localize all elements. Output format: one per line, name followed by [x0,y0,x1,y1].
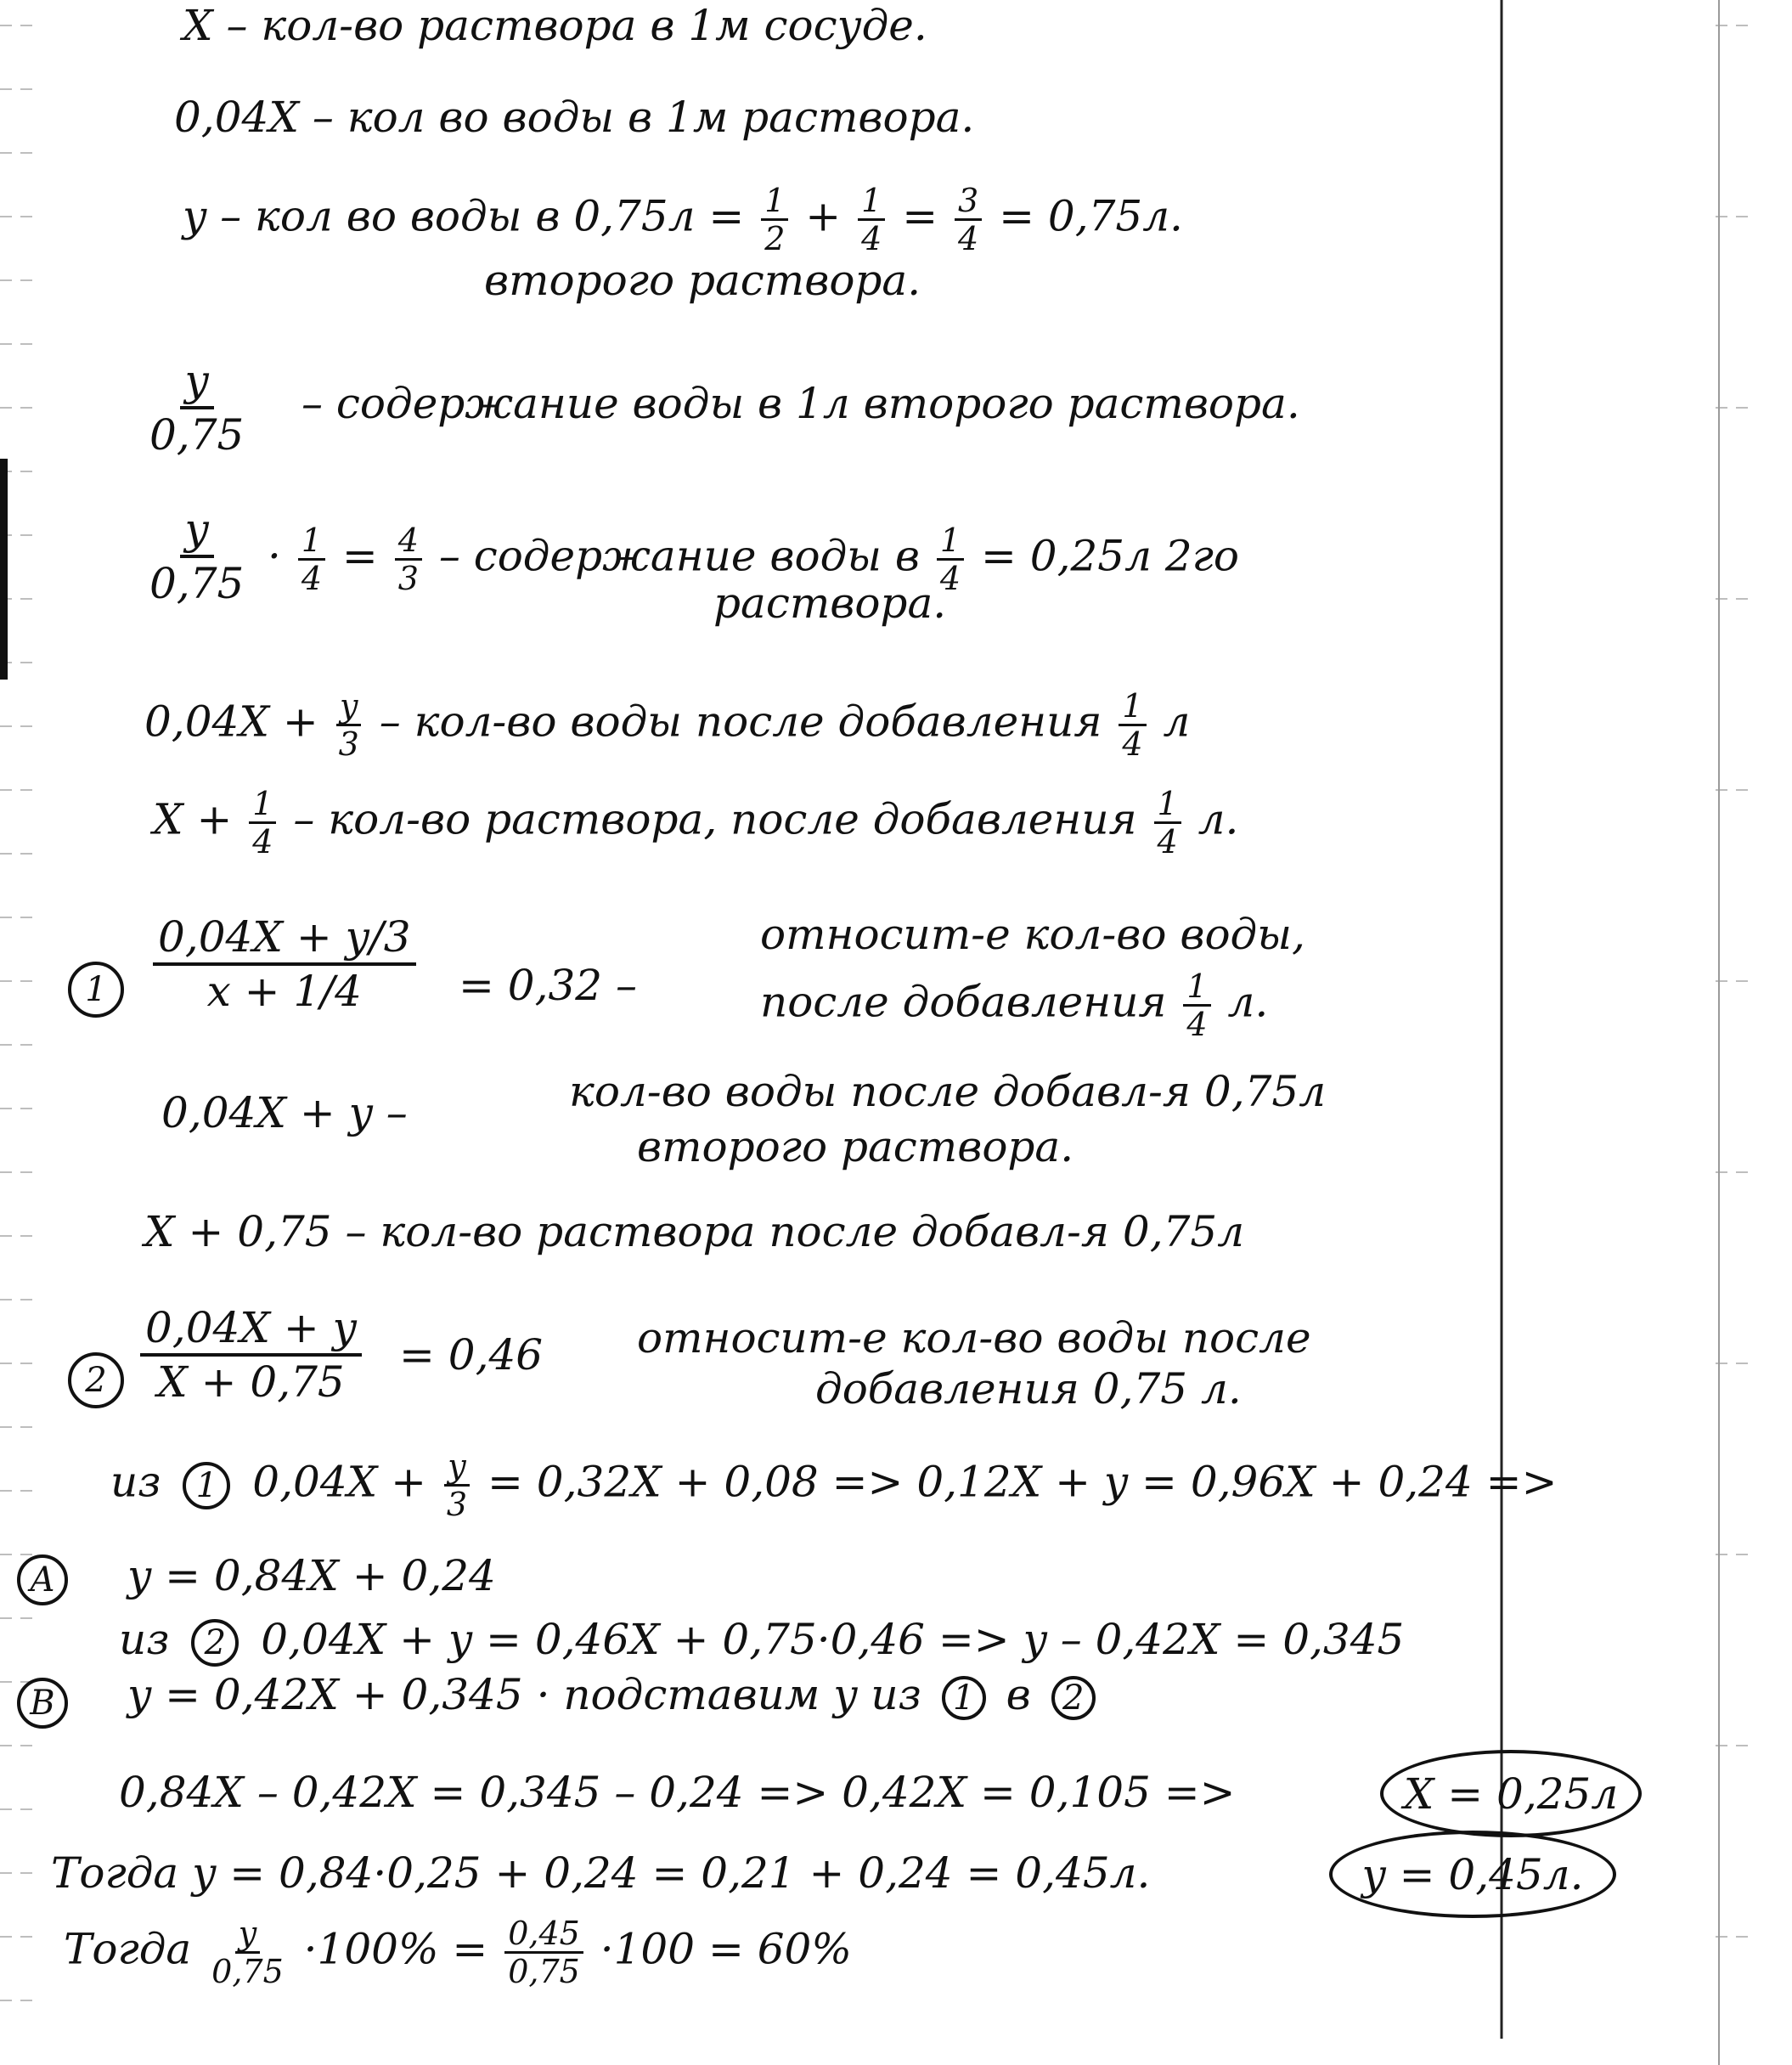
line-eq2-desc-b: добавления 0,75 л. [815,1364,1242,1413]
line-solution-after-075: X + 0,75 – кол-во раствора после добавл-я 0,75л [144,1207,1245,1256]
result-marker-a: А [17,1554,68,1605]
fraction-three-quarters: $\frac{3}{4}$ [955,183,982,257]
answer-y-oval: y = 0,45л. [1329,1831,1616,1918]
line-eq2-desc-a: относит-е кол-во воды после [637,1313,1311,1363]
line-water-after-075-desc-b: второго раствора. [637,1122,1074,1171]
fraction-quarter-e: $\frac{1}{4}$ [249,786,276,860]
line-water-content-1l: – содержание воды в 1л второго раствора. [301,379,1300,428]
ref-marker-1-b: 1 [942,1676,986,1720]
line-solution-word: раствора. [713,578,947,628]
line-from-eq2: из 2 0,04X + y = 0,46X + 0,75·0,46 => y – 0,42X = 0,345 [119,1614,1404,1667]
line-eq1-desc-a: относит-е кол-во воды, [760,910,1305,959]
answer-x-oval: X = 0,25л [1380,1750,1642,1837]
fraction-y-over-3: $\frac{y}{3}$ [335,688,363,762]
line-water-after-075: 0,04X + y – [161,1088,408,1137]
line-second-solution: второго раствора. [484,256,921,305]
equation-marker-1: 1 [68,962,124,1018]
fraction-equation-2: $\frac{0,04X + y}{X + 0,75}$ [140,1304,362,1406]
ref-marker-2-b: 2 [1051,1676,1096,1720]
fraction-four-thirds: $\frac{4}{3}$ [395,522,422,596]
fraction-quarter-c: $\frac{1}{4}$ [937,522,964,596]
fraction-final: $\frac{0,45}{0,75}$ [504,1915,583,1989]
ref-marker-1: 1 [183,1462,230,1509]
line-from-eq1: из 1 0,04X + $\frac{y}{3}$ = 0,32X + 0,08 => 0,12X + y = 0,96X + 0,24 => [110,1447,1558,1523]
line-solve-x: 0,84X – 0,42X = 0,345 – 0,24 => 0,42X = 0,105 => [119,1768,1236,1817]
fraction-quarter-b: $\frac{1}{4}$ [298,522,325,596]
fraction-quarter-d: $\frac{1}{4}$ [1119,688,1146,762]
line-solve-y: Тогда y = 0,84·0,25 + 0,24 = 0,21 + 0,24 = 0,45л. [51,1848,1151,1898]
line-eq1-desc-b: после добавления $\frac{1}{4}$ л. [760,968,1269,1043]
line-eq1-value: = 0,32 – [459,961,638,1010]
fraction-y-over-3-b: $\frac{y}{3}$ [443,1448,471,1522]
line-def-x: X – кол-во раствора в 1м сосуде. [183,1,927,50]
fraction-quarter-f: $\frac{1}{4}$ [1154,786,1181,860]
fraction-equation-1: $\frac{0,04X + y/3}{x + 1/4}$ [153,913,416,1015]
line-final-percent: Тогда $\frac{y}{0,75}$ ·100% = $\frac{0,45}{0,75}$ ·100 = 60% [64,1915,852,1990]
fraction-y-over-075-b: $\frac{y}{0,75}$ [149,505,245,608]
equation-marker-2: 2 [68,1352,124,1408]
line-water-first: 0,04X – кол во воды в 1м раствора. [174,93,975,142]
line-result-a: y = 0,84X + 0,24 [127,1551,496,1600]
line-water-after-quarter: 0,04X + $\frac{y}{3}$ – кол-во воды после добавления $\frac{1}{4}$ л [144,687,1191,763]
fraction-y-over-075-c: $\frac{y}{0,75}$ [211,1915,284,1990]
line-eq2-value: = 0,46 [399,1330,544,1379]
line-solution-after-quarter: X + $\frac{1}{4}$ – кол-во раствора, после добавления $\frac{1}{4}$ л. [153,785,1239,860]
line-water-after-075-desc: кол-во воды после добавл-я 0,75л [569,1067,1327,1116]
fraction-half: $\frac{1}{2}$ [761,183,788,257]
fraction-y-over-075: $\frac{y}{0,75}$ [149,356,245,460]
fraction-quarter-g: $\frac{1}{4}$ [1183,968,1210,1042]
fraction-quarter: $\frac{1}{4}$ [858,183,885,257]
def-y-text: y – кол во воды в 0,75л = [183,191,745,241]
result-marker-b: В [17,1678,68,1729]
line-water-content-quarter: · $\frac{1}{4}$ = $\frac{4}{3}$ – содержание воды в $\frac{1}{4}$ = 0,25л 2го [268,522,1240,597]
ref-marker-2: 2 [191,1619,239,1667]
line-result-b: y = 0,42X + 0,345 · подставим y из 1 в 2 [127,1669,1102,1720]
line-def-y: y – кол во воды в 0,75л = $\frac{1}{2}$ + $\frac{1}{4}$ = $\frac{3}{4}$ = 0,75л. [183,182,1183,257]
